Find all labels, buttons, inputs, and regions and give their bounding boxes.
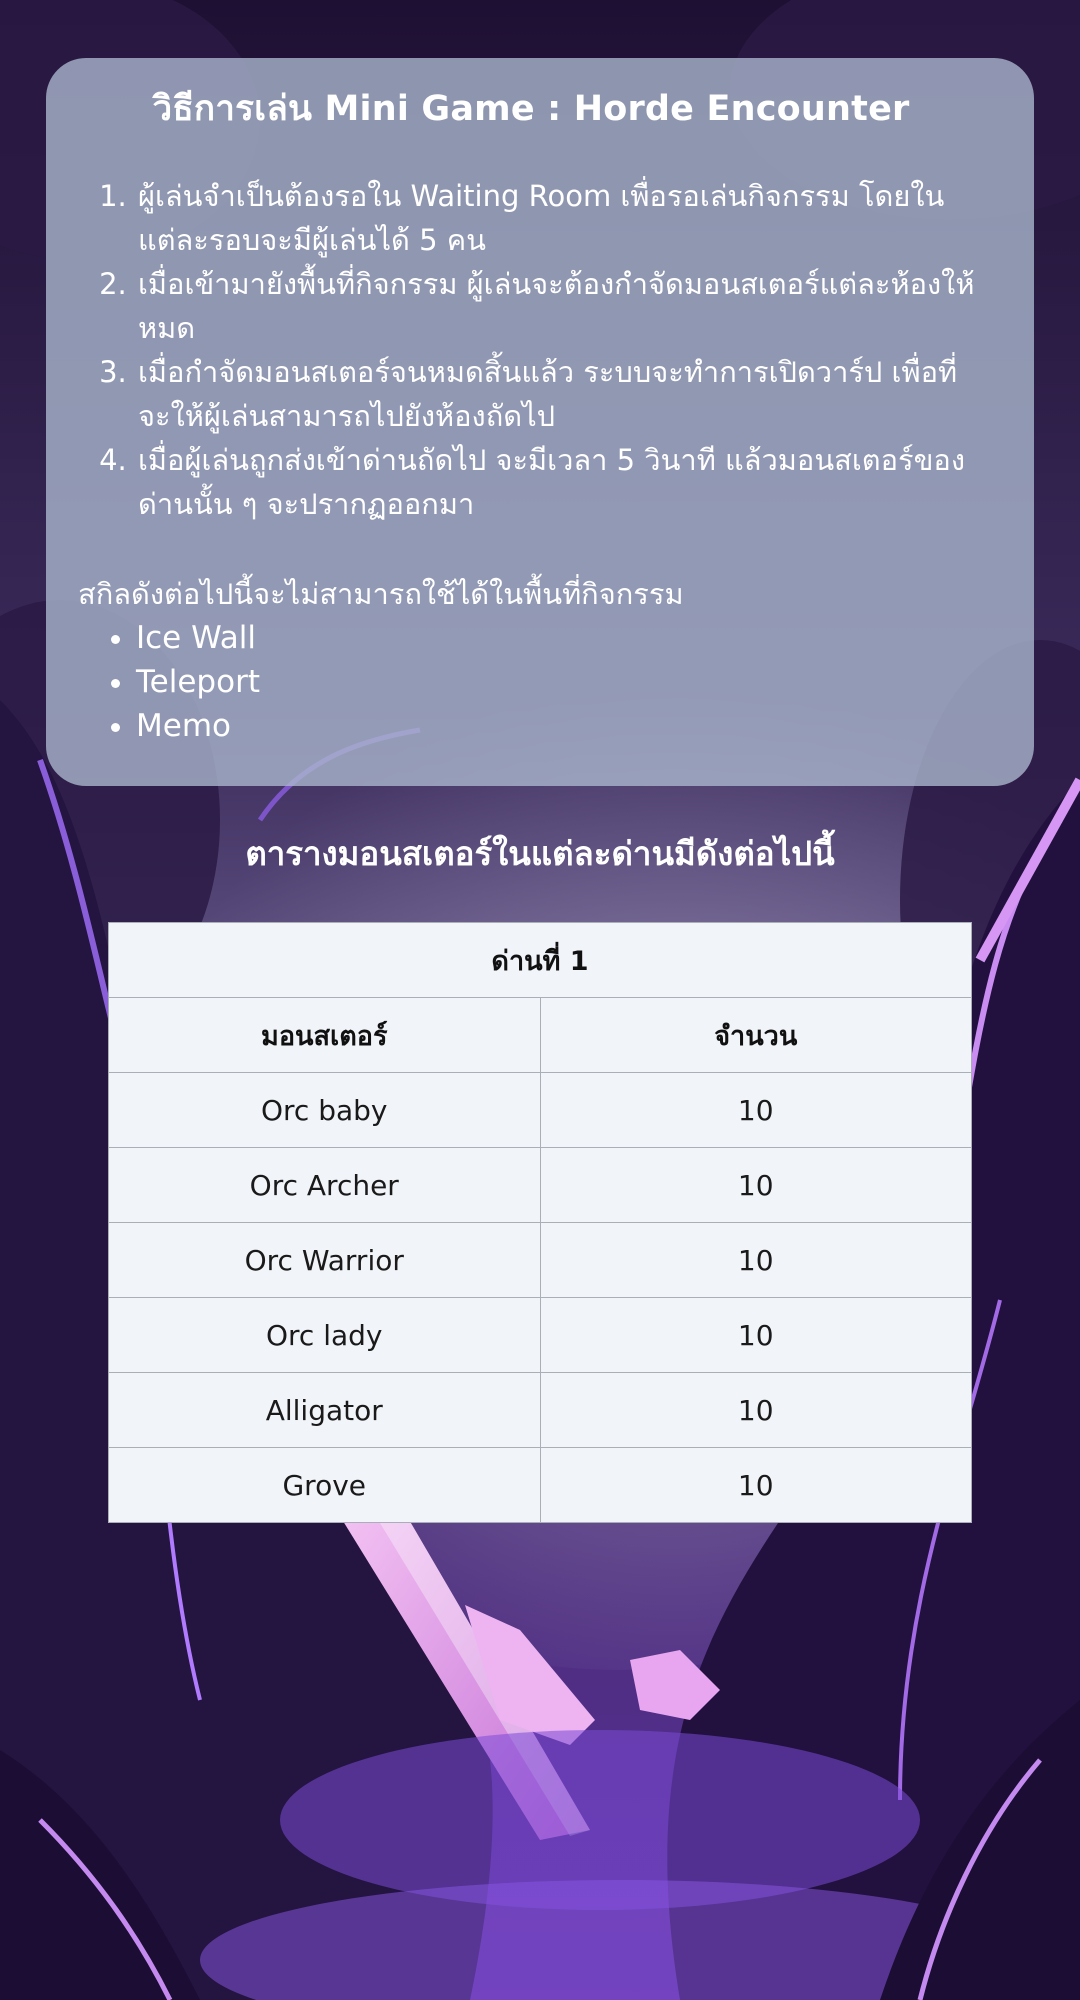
monster-count-cell: 10 — [540, 1298, 972, 1373]
column-header-row — [109, 998, 972, 1073]
table-row — [109, 1373, 972, 1448]
monster-name-cell: Alligator — [109, 1373, 541, 1448]
disabled-skills-list — [78, 616, 984, 748]
rule-item: 4. เมื่อผู้เล่นถูกส่งเข้าด่านถัดไป จะมีเวลา 5 วินาที แล้วมอนสเตอร์ของด่านนั้น ๆ จะปรากฏออกมา — [136, 438, 984, 526]
monster-count-cell: 10 — [540, 1448, 972, 1523]
monster-name-cell: Orc Warrior — [109, 1223, 541, 1298]
monster-table-heading: ตารางมอนสเตอร์ในแต่ละด่านมีดังต่อไปนี้ — [245, 834, 835, 873]
skill-item: • Ice Wall — [136, 616, 984, 660]
rule-item: 1. ผู้เล่นจำเป็นต้องรอใน Waiting Room เพื่อรอเล่นกิจกรรม โดยในแต่ละรอบจะมีผู้เล่นได้ 5 คน — [136, 174, 984, 262]
rule-item: 3. เมื่อกำจัดมอนสเตอร์จนหมดสิ้นแล้ว ระบบจะทำการเปิดวาร์ป เพื่อที่จะให้ผู้เล่นสามารถไปยังห้องถัดไป — [136, 350, 984, 438]
monster-table — [108, 922, 972, 1523]
disabled-skills-intro: สกิลดังต่อไปนี้จะไม่สามารถใช้ได้ในพื้นที่กิจกรรม — [78, 577, 684, 611]
table-row — [109, 1298, 972, 1373]
monster-name-cell: Orc lady — [109, 1298, 541, 1373]
monster-name-cell: Grove — [109, 1448, 541, 1523]
stage-header-row — [109, 923, 972, 998]
rules-list — [78, 174, 984, 526]
monster-count-cell: 10 — [540, 1373, 972, 1448]
rule-item: 2. เมื่อเข้ามายังพื้นที่กิจกรรม ผู้เล่นจะต้องกำจัดมอนสเตอร์แต่ละห้องให้หมด — [136, 262, 984, 350]
instructions-title: วิธีการเล่น Mini Game : Horde Encounter — [152, 89, 910, 129]
skill-item: • Memo — [136, 704, 984, 748]
skill-item: • Teleport — [136, 660, 984, 704]
table-row — [109, 1448, 972, 1523]
monster-count-cell: 10 — [540, 1148, 972, 1223]
instructions-panel — [46, 58, 1034, 786]
table-row — [109, 1148, 972, 1223]
table-row — [109, 1073, 972, 1148]
monster-name-cell: Orc Archer — [109, 1148, 541, 1223]
monster-count-cell: 10 — [540, 1223, 972, 1298]
table-row — [109, 1223, 972, 1298]
column-header-count: จำนวน — [540, 998, 972, 1073]
monster-name-cell: Orc baby — [109, 1073, 541, 1148]
column-header-monster: มอนสเตอร์ — [109, 998, 541, 1073]
stage-label: ด่านที่ 1 — [109, 923, 972, 998]
monster-count-cell: 10 — [540, 1073, 972, 1148]
